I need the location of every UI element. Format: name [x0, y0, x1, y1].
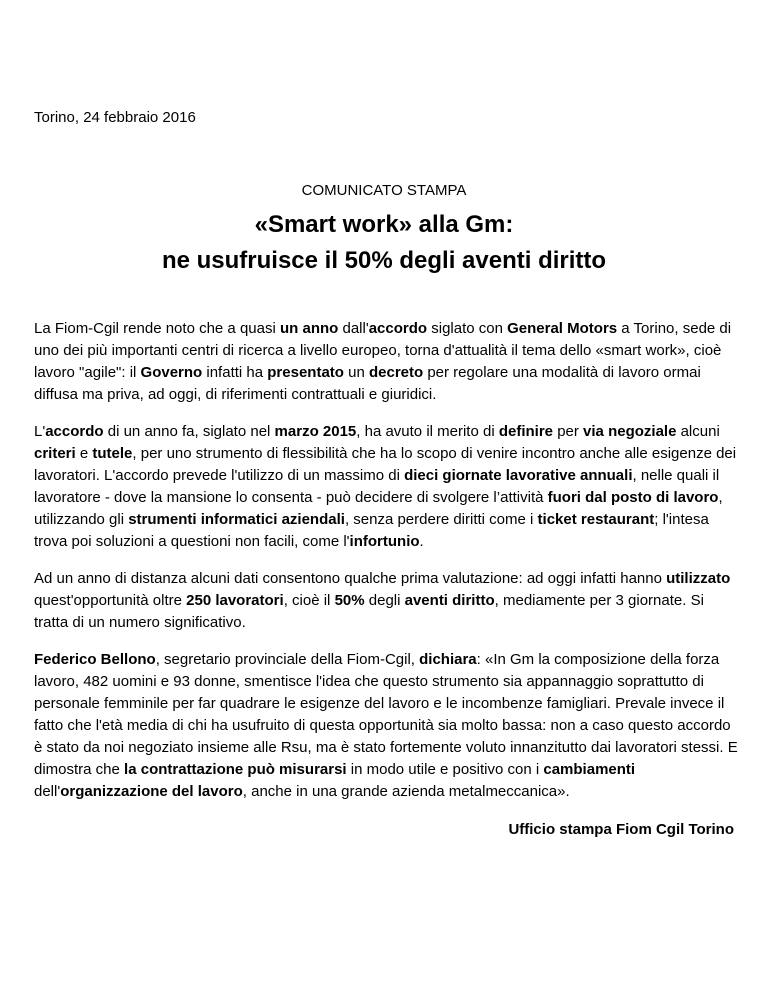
body-text: dell' [34, 783, 61, 800]
paragraph-1 [34, 318, 740, 406]
body-text: . [419, 533, 424, 550]
body-text: degli [364, 592, 405, 609]
body-text: a Torino, sede di uno dei più importanti centri di ricerca a livello europeo, torna d'attualità il tema dello «smart work», cioè lavoro "agile": il [34, 320, 732, 381]
emphasis-text: via negoziale [583, 423, 677, 440]
emphasis-text: aventi diritto [404, 592, 495, 609]
body-text: : «In Gm la composizione della forza lavoro, 482 uomini e 93 donne, smentisce l'idea che questo strumento sia appannaggio soprattutto di personale femminile per far quadrare le esigenze del lavoro e le incombenze famigliari. Prevale invece il fatto che l'età media di chi ha usufruito di questa opportunità sia molto bassa: non a caso questo accordo è stato da noi negoziato insieme alle Rsu, ma è stato fortemente voluto innanzitutto dai lavoratori stessi. E dimostra che [34, 651, 738, 778]
body-text: in modo utile e positivo con i [346, 761, 544, 778]
body-text: , utilizzando gli [34, 489, 723, 528]
body-text: , nelle quali il lavoratore - dove la mansione lo consenta - può decidere di svolgere l’attività [34, 467, 720, 506]
emphasis-text: dieci giornate lavorative annuali [404, 467, 633, 484]
body-text: , segretario provinciale della Fiom-Cgil, [155, 651, 420, 668]
body-text: di un anno fa, siglato nel [103, 423, 275, 440]
emphasis-text: 50% [334, 592, 365, 609]
emphasis-text: dichiara [419, 651, 477, 668]
emphasis-text: tutele [92, 445, 133, 462]
emphasis-text: definire [498, 423, 554, 440]
paragraph-2 [34, 421, 740, 553]
body-text: e [75, 445, 93, 462]
emphasis-text: un anno [279, 320, 339, 337]
body-text: , senza perdere diritti come i [344, 511, 538, 528]
paragraph-4 [34, 649, 740, 803]
emphasis-text: infortunio [349, 533, 420, 550]
body-text: , cioè il [283, 592, 335, 609]
body-text: un [343, 364, 369, 381]
body-text: ; l'intesa trova poi soluzioni a questioni non facili, come l' [34, 511, 709, 550]
paragraph-3 [34, 568, 740, 634]
emphasis-text: 250 lavoratori [186, 592, 284, 609]
emphasis-text: cambiamenti [543, 761, 636, 778]
emphasis-text: accordo [45, 423, 104, 440]
body-text: dall' [338, 320, 369, 337]
emphasis-text: presentato [267, 364, 344, 381]
body-text: per regolare una modalità di lavoro ormai diffusa ma priva, ad oggi, di riferimenti contrattuali e giuridici. [34, 364, 701, 403]
emphasis-text: General Motors [507, 320, 618, 337]
body-text: siglato con [427, 320, 508, 337]
body-text: La Fiom-Cgil rende noto che a quasi [34, 320, 280, 337]
title-line-2: ne usufruisce il 50% degli aventi diritto [161, 247, 607, 274]
emphasis-text: organizzazione del lavoro [60, 783, 243, 800]
release-date: Torino, 24 febbraio 2016 [34, 109, 196, 126]
body-text: , ha avuto il merito di [356, 423, 499, 440]
release-title [0, 207, 768, 279]
emphasis-text: fuori dal posto di lavoro [547, 489, 719, 506]
body-text: , per uno strumento di flessibilità che ha lo scopo di venire incontro anche alle esigenze dei lavoratori. L'accordo prevede l'utilizzo di un massimo di [34, 445, 737, 484]
emphasis-text: decreto [368, 364, 424, 381]
signature: Ufficio stampa Fiom Cgil Torino [508, 821, 734, 838]
title-line-1: «Smart work» alla Gm: [254, 211, 514, 238]
emphasis-text: Federico Bellono [34, 651, 156, 668]
emphasis-text: Governo [140, 364, 203, 381]
body-text: L' [34, 423, 46, 440]
body-text: , mediamente per 3 giornate. Si tratta di un numero significativo. [34, 592, 704, 631]
body-text: alcuni [676, 423, 720, 440]
emphasis-text: strumenti informatici aziendali [128, 511, 345, 528]
body-text: Ad un anno di distanza alcuni dati consentono qualche prima valutazione: ad oggi infatti hanno [34, 570, 667, 587]
emphasis-text: la contrattazione può misurarsi [124, 761, 347, 778]
body-text: quest'opportunità oltre [34, 592, 187, 609]
body-text: infatti ha [202, 364, 268, 381]
release-kicker: COMUNICATO STAMPA [301, 182, 467, 199]
body-text: per [553, 423, 584, 440]
release-body [34, 318, 740, 818]
emphasis-text: utilizzato [666, 570, 731, 587]
emphasis-text: ticket restaurant [537, 511, 655, 528]
emphasis-text: accordo [368, 320, 428, 337]
emphasis-text: marzo 2015 [274, 423, 357, 440]
body-text: , anche in una grande azienda metalmeccanica». [242, 783, 570, 800]
release-header [0, 181, 768, 279]
emphasis-text: criteri [34, 445, 76, 462]
